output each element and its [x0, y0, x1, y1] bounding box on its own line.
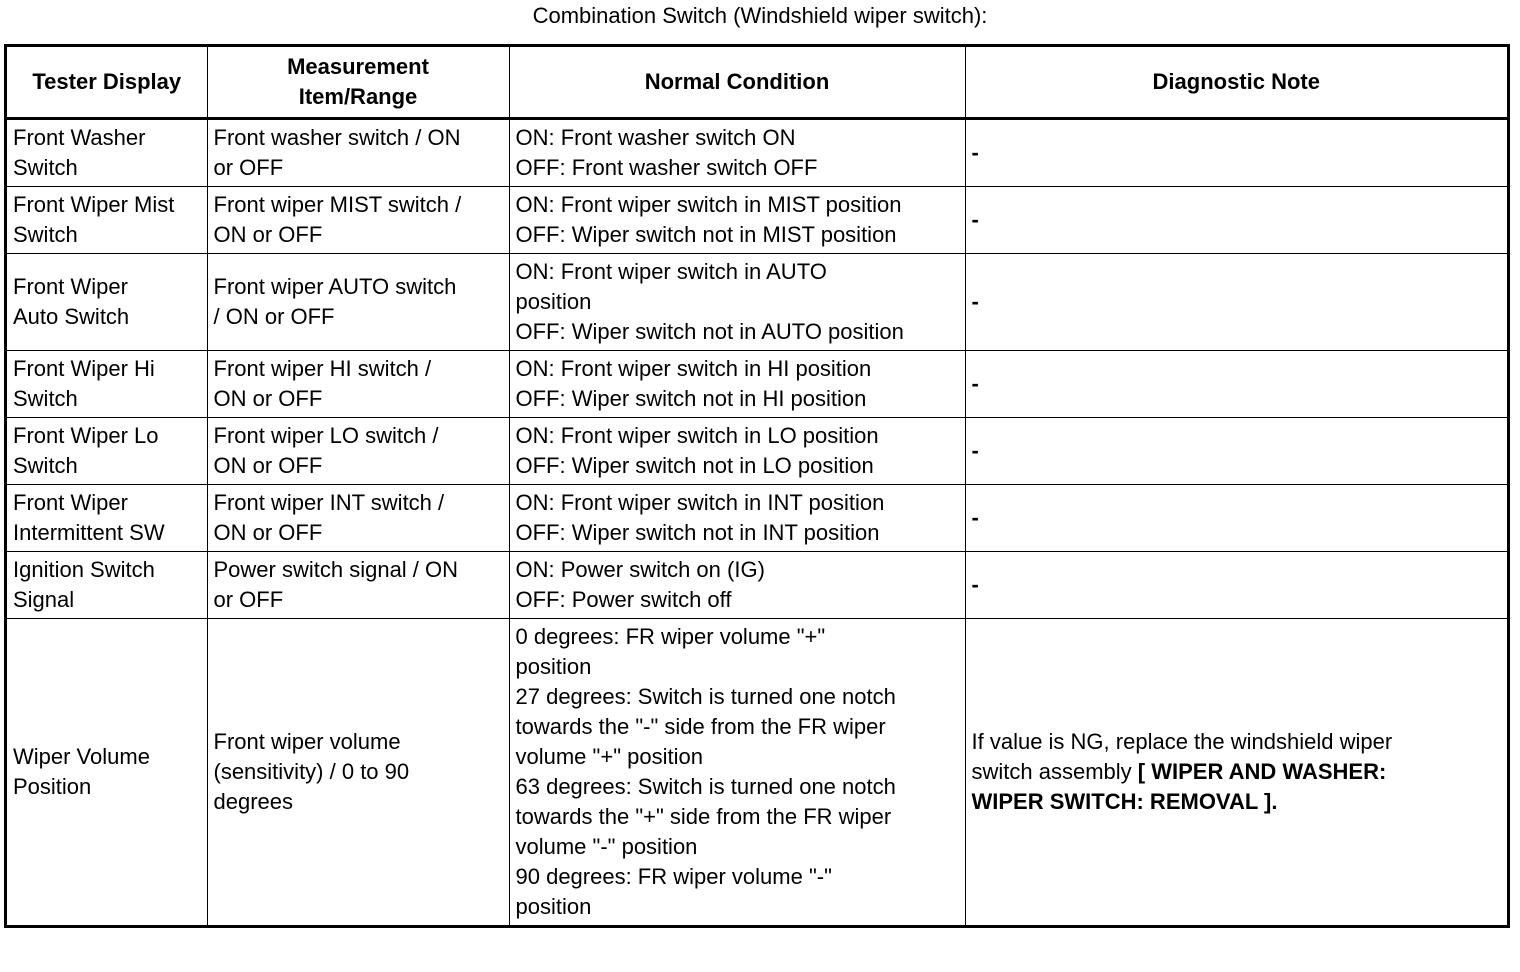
- cell-tester-display-line: Wiper Volume: [13, 744, 150, 769]
- cell-normal-condition-line: ON: Front wiper switch in AUTO: [515, 259, 827, 284]
- cell-normal-condition-line: volume "-" position: [515, 834, 698, 859]
- cell-normal-condition-line: 63 degrees: Switch is turned one notch: [515, 774, 896, 799]
- cell-diagnostic-note: [965, 351, 1507, 418]
- diagnostic-note-text: -: [971, 371, 979, 396]
- cell-tester-display-line: Auto Switch: [13, 304, 130, 329]
- cell-normal-condition-line: OFF: Power switch off: [515, 587, 732, 612]
- table-row: [7, 254, 1507, 351]
- cell-tester-display: [7, 485, 207, 552]
- cell-normal-condition-line: ON: Front washer switch ON: [515, 125, 796, 150]
- diagnostic-note-text: -: [971, 289, 979, 314]
- cell-measurement: [207, 187, 509, 254]
- cell-tester-display-line: Front Wiper Mist: [13, 192, 175, 217]
- cell-normal-condition-line: towards the "-" side from the FR wiper: [515, 714, 886, 739]
- cell-tester-display-line: Switch: [13, 386, 78, 411]
- table-caption: Combination Switch (Windshield wiper switch):: [532, 3, 988, 28]
- cell-normal-condition-line: ON: Front wiper switch in MIST position: [515, 192, 902, 217]
- cell-measurement: [207, 552, 509, 619]
- cell-tester-display-line: Position: [13, 774, 92, 799]
- cell-normal-condition: [509, 119, 965, 187]
- diagnostic-note-prefix: switch assembly: [971, 759, 1138, 784]
- cell-measurement-line: Front wiper INT switch /: [213, 490, 445, 515]
- table-row: [7, 351, 1507, 418]
- cell-measurement-line: Front wiper MIST switch /: [213, 192, 462, 217]
- cell-measurement-line: degrees: [213, 789, 294, 814]
- cell-normal-condition-line: ON: Front wiper switch in HI position: [515, 356, 872, 381]
- cell-measurement: [207, 351, 509, 418]
- table-row: [7, 119, 1507, 187]
- cell-normal-condition-line: volume "+" position: [515, 744, 703, 769]
- cell-measurement-line: ON or OFF: [213, 453, 323, 478]
- diagnostic-note-text: -: [971, 438, 979, 463]
- cell-tester-display-line: Signal: [13, 587, 75, 612]
- table-row: [7, 418, 1507, 485]
- diagnostic-note-line: [972, 757, 1502, 787]
- cell-measurement-line: Front wiper volume: [213, 729, 401, 754]
- cell-measurement: [207, 418, 509, 485]
- cell-measurement-line: / ON or OFF: [213, 304, 335, 329]
- cell-normal-condition: [509, 619, 965, 926]
- diagnostic-note-text: [972, 727, 1502, 817]
- cell-tester-display-line: Front Washer: [13, 125, 146, 150]
- diagnostic-note-text: -: [971, 140, 979, 165]
- cell-tester-display: [7, 254, 207, 351]
- cell-normal-condition: [509, 351, 965, 418]
- cell-diagnostic-note: [965, 187, 1507, 254]
- cell-measurement-line: (sensitivity) / 0 to 90: [213, 759, 410, 784]
- cell-measurement: [207, 119, 509, 187]
- cell-normal-condition: [509, 485, 965, 552]
- cell-tester-display-line: Ignition Switch: [13, 557, 155, 582]
- cell-diagnostic-note: [965, 418, 1507, 485]
- cell-diagnostic-note: [965, 552, 1507, 619]
- removal-procedure-link[interactable]: [ WIPER AND WASHER:: [1137, 759, 1387, 784]
- diagnostic-note-line: If value is NG, replace the windshield wiper: [971, 729, 1393, 754]
- cell-measurement-line: Front wiper LO switch /: [213, 423, 439, 448]
- cell-normal-condition-line: position: [515, 654, 592, 679]
- cell-tester-display: [7, 552, 207, 619]
- cell-normal-condition-line: position: [515, 894, 592, 919]
- cell-measurement-line: Front washer switch / ON: [213, 125, 461, 150]
- wiper-switch-table: [4, 44, 1510, 928]
- cell-measurement-line: Power switch signal / ON: [213, 557, 459, 582]
- cell-normal-condition-line: OFF: Front washer switch OFF: [515, 155, 818, 180]
- cell-tester-display: [7, 418, 207, 485]
- cell-normal-condition-line: 0 degrees: FR wiper volume "+": [515, 624, 826, 649]
- cell-tester-display-line: Switch: [13, 155, 78, 180]
- cell-tester-display-line: Front Wiper: [13, 490, 128, 515]
- diagnostic-note-text: -: [971, 572, 979, 597]
- diagnostic-note-text: -: [971, 207, 979, 232]
- cell-measurement-line: ON or OFF: [213, 386, 323, 411]
- cell-measurement-line: or OFF: [213, 155, 284, 180]
- cell-tester-display: [7, 351, 207, 418]
- header-diagnostic-note: Diagnostic Note: [965, 47, 1507, 119]
- cell-diagnostic-note: [965, 119, 1507, 187]
- cell-tester-display: [7, 119, 207, 187]
- header-measurement: [207, 47, 509, 119]
- table-row: [7, 552, 1507, 619]
- header-measurement-line-2: Item/Range: [298, 84, 418, 109]
- cell-diagnostic-note: [965, 254, 1507, 351]
- table-row: [7, 485, 1507, 552]
- cell-normal-condition-line: OFF: Wiper switch not in MIST position: [515, 222, 897, 247]
- cell-measurement-line: or OFF: [213, 587, 284, 612]
- cell-diagnostic-note: [965, 619, 1507, 926]
- cell-measurement: [207, 619, 509, 926]
- table-body: [7, 119, 1507, 926]
- cell-normal-condition-line: OFF: Wiper switch not in INT position: [515, 520, 880, 545]
- cell-normal-condition: [509, 552, 965, 619]
- cell-normal-condition-line: position: [515, 289, 592, 314]
- cell-tester-display-line: Switch: [13, 222, 78, 247]
- header-tester-display: Tester Display: [7, 47, 207, 119]
- cell-normal-condition-line: 90 degrees: FR wiper volume "-": [515, 864, 832, 889]
- cell-normal-condition: [509, 254, 965, 351]
- removal-procedure-link[interactable]: WIPER SWITCH: REMOVAL ].: [971, 789, 1278, 814]
- cell-tester-display: [7, 187, 207, 254]
- cell-measurement-line: Front wiper HI switch /: [213, 356, 432, 381]
- cell-tester-display-line: Intermittent SW: [13, 520, 165, 545]
- cell-measurement: [207, 485, 509, 552]
- cell-normal-condition-line: ON: Front wiper switch in LO position: [515, 423, 879, 448]
- cell-normal-condition-line: towards the "+" side from the FR wiper: [515, 804, 892, 829]
- cell-tester-display-line: Switch: [13, 453, 78, 478]
- cell-normal-condition-line: OFF: Wiper switch not in AUTO position: [515, 319, 904, 344]
- cell-tester-display-line: Front Wiper: [13, 274, 128, 299]
- cell-tester-display: [7, 619, 207, 926]
- cell-normal-condition-line: ON: Front wiper switch in INT position: [515, 490, 885, 515]
- diagnostic-note-text: -: [971, 505, 979, 530]
- cell-normal-condition-line: 27 degrees: Switch is turned one notch: [515, 684, 896, 709]
- table-row: [7, 619, 1507, 926]
- cell-measurement-line: ON or OFF: [213, 520, 323, 545]
- cell-normal-condition-line: OFF: Wiper switch not in LO position: [515, 453, 874, 478]
- cell-measurement-line: ON or OFF: [213, 222, 323, 247]
- table-row: [7, 187, 1507, 254]
- cell-measurement: [207, 254, 509, 351]
- cell-normal-condition-line: ON: Power switch on (IG): [515, 557, 765, 582]
- table-header-row: [7, 47, 1507, 119]
- header-normal-condition: Normal Condition: [509, 47, 965, 119]
- header-measurement-line-1: Measurement: [287, 54, 429, 79]
- cell-tester-display-line: Front Wiper Lo: [13, 423, 159, 448]
- cell-normal-condition: [509, 187, 965, 254]
- cell-tester-display-line: Front Wiper Hi: [13, 356, 155, 381]
- cell-normal-condition: [509, 418, 965, 485]
- cell-diagnostic-note: [965, 485, 1507, 552]
- cell-measurement-line: Front wiper AUTO switch: [213, 274, 457, 299]
- cell-normal-condition-line: OFF: Wiper switch not in HI position: [515, 386, 867, 411]
